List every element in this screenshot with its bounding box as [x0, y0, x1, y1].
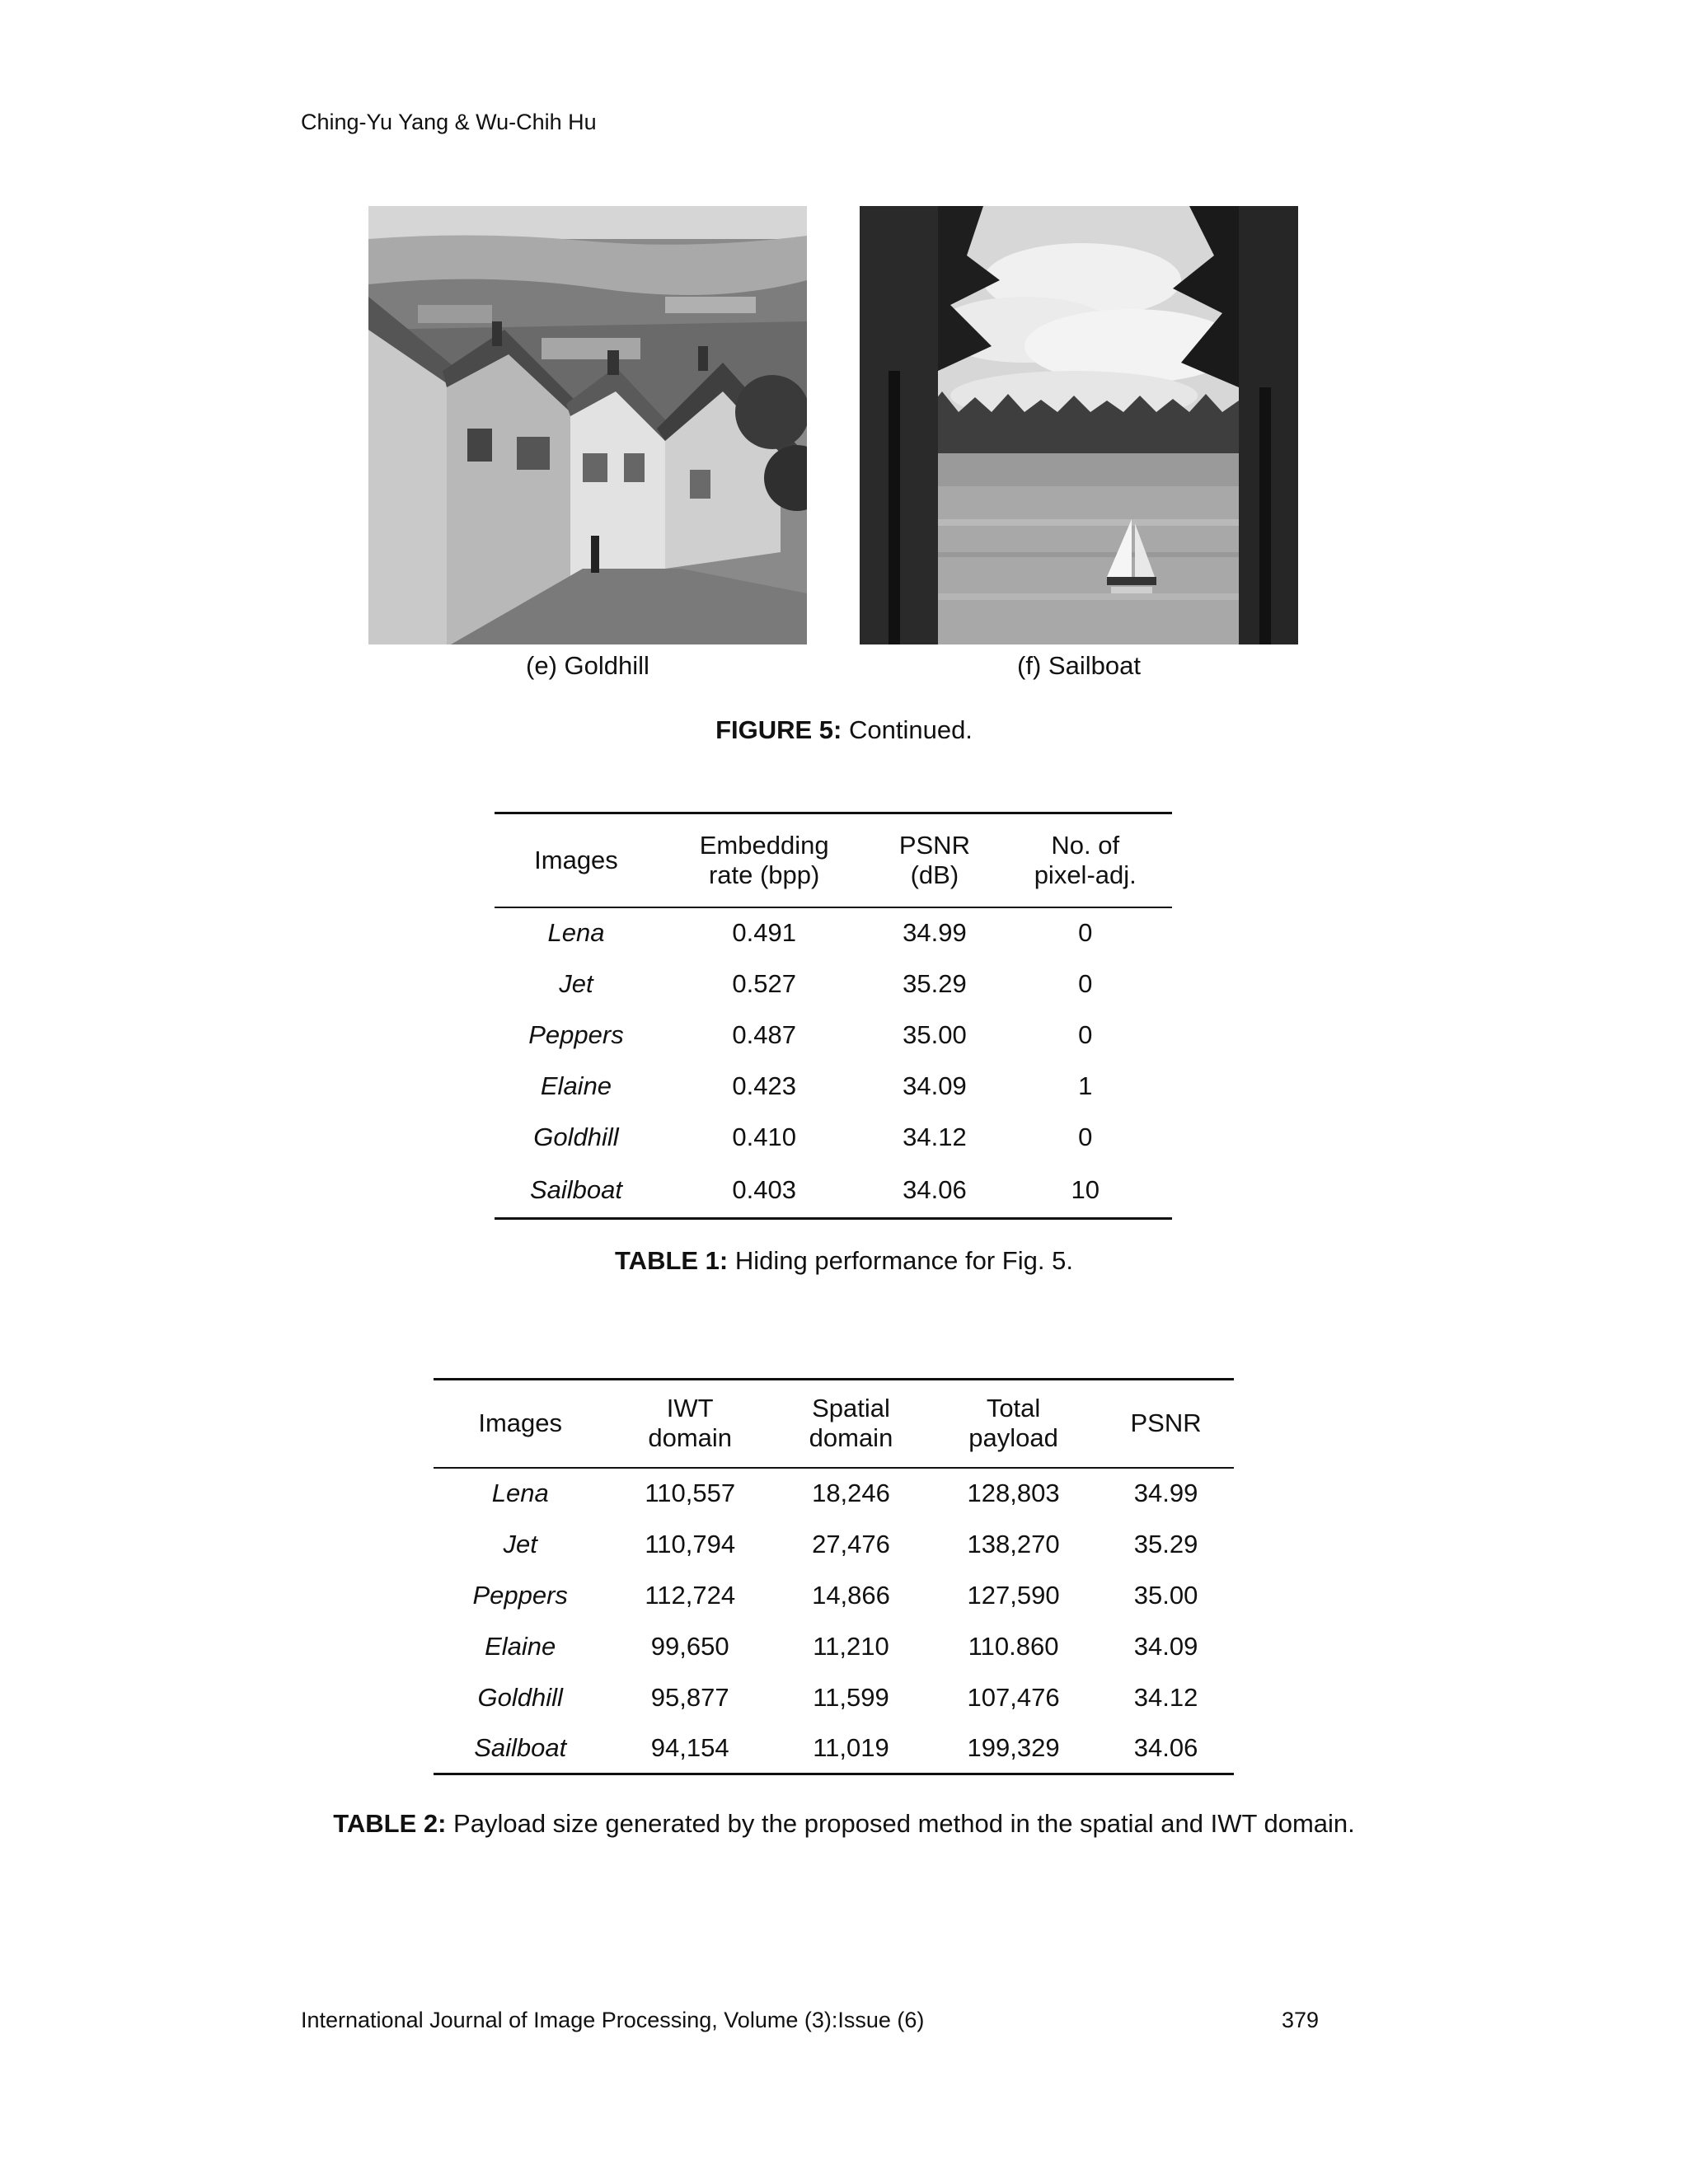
header-psnr: PSNR (dB) [898, 830, 970, 889]
page-number: 379 [1282, 2008, 1320, 2032]
header-psnr: PSNR [1130, 1408, 1202, 1438]
goldhill-image [368, 206, 807, 644]
header-spatial-domain: Spatial domain [809, 1394, 893, 1453]
header-images: Images [534, 845, 618, 874]
table-row: Sailboat 94,154 11,019 199,329 34.06 [434, 1723, 1234, 1774]
sailboat-image [860, 206, 1298, 644]
table-row: Goldhill 0.410 34.12 0 [533, 1122, 1093, 1151]
figure-caption [0, 715, 1688, 745]
figure-caption-label: FIGURE 5: [715, 715, 842, 744]
table-row: Sailboat 0.403 34.06 10 [495, 1163, 1172, 1219]
footer-journal: International Journal of Image Processing, Volume (3):Issue (6) [301, 2008, 925, 2032]
header-iwt-domain: IWT domain [648, 1394, 733, 1453]
table-1-caption [0, 1246, 1688, 1276]
table-2-caption [0, 1809, 1688, 1839]
table-row: Elaine 0.423 34.09 1 [540, 1071, 1093, 1100]
table-1-caption-text: Hiding performance for Fig. 5. [728, 1246, 1073, 1275]
table-2 [434, 1378, 1234, 1775]
header-pixel-adj: No. of pixel-adj. [1034, 830, 1137, 889]
table-row: Lena 110,557 18,246 128,803 34.99 [491, 1479, 1198, 1507]
table-1 [495, 812, 1172, 1220]
table-row: Jet 0.527 35.29 0 [559, 968, 1093, 998]
figure-caption-text: Continued. [842, 715, 973, 744]
running-head: Ching-Yu Yang & Wu-Chih Hu [301, 110, 597, 134]
table-row: Peppers 112,724 14,866 127,590 35.00 [472, 1580, 1198, 1610]
header-total-payload: Total payload [968, 1394, 1058, 1453]
table-1-caption-label: TABLE 1: [615, 1246, 729, 1275]
figure-subcaption-f: (f) Sailboat [1017, 651, 1141, 680]
table-row: Goldhill 95,877 11,599 107,476 34.12 [477, 1682, 1198, 1712]
table-header-row [495, 813, 1172, 907]
figure-subcaption-e: (e) Goldhill [526, 651, 649, 680]
header-embedding-rate: Embedding rate (bpp) [699, 830, 829, 889]
table-row: Jet 110,794 27,476 138,270 35.29 [503, 1529, 1198, 1558]
table-row: Peppers 0.487 35.00 0 [528, 1019, 1093, 1049]
table-row: Lena 0.491 34.99 0 [547, 918, 1093, 947]
table-2-caption-text: Payload size generated by the proposed method in the spatial and IWT domain. [446, 1809, 1355, 1838]
table-row: Elaine 99,650 11,210 110.860 34.09 [485, 1631, 1198, 1661]
table-header-row [434, 1380, 1234, 1468]
header-images: Images [478, 1408, 563, 1438]
table-2-caption-label: TABLE 2: [333, 1809, 447, 1838]
